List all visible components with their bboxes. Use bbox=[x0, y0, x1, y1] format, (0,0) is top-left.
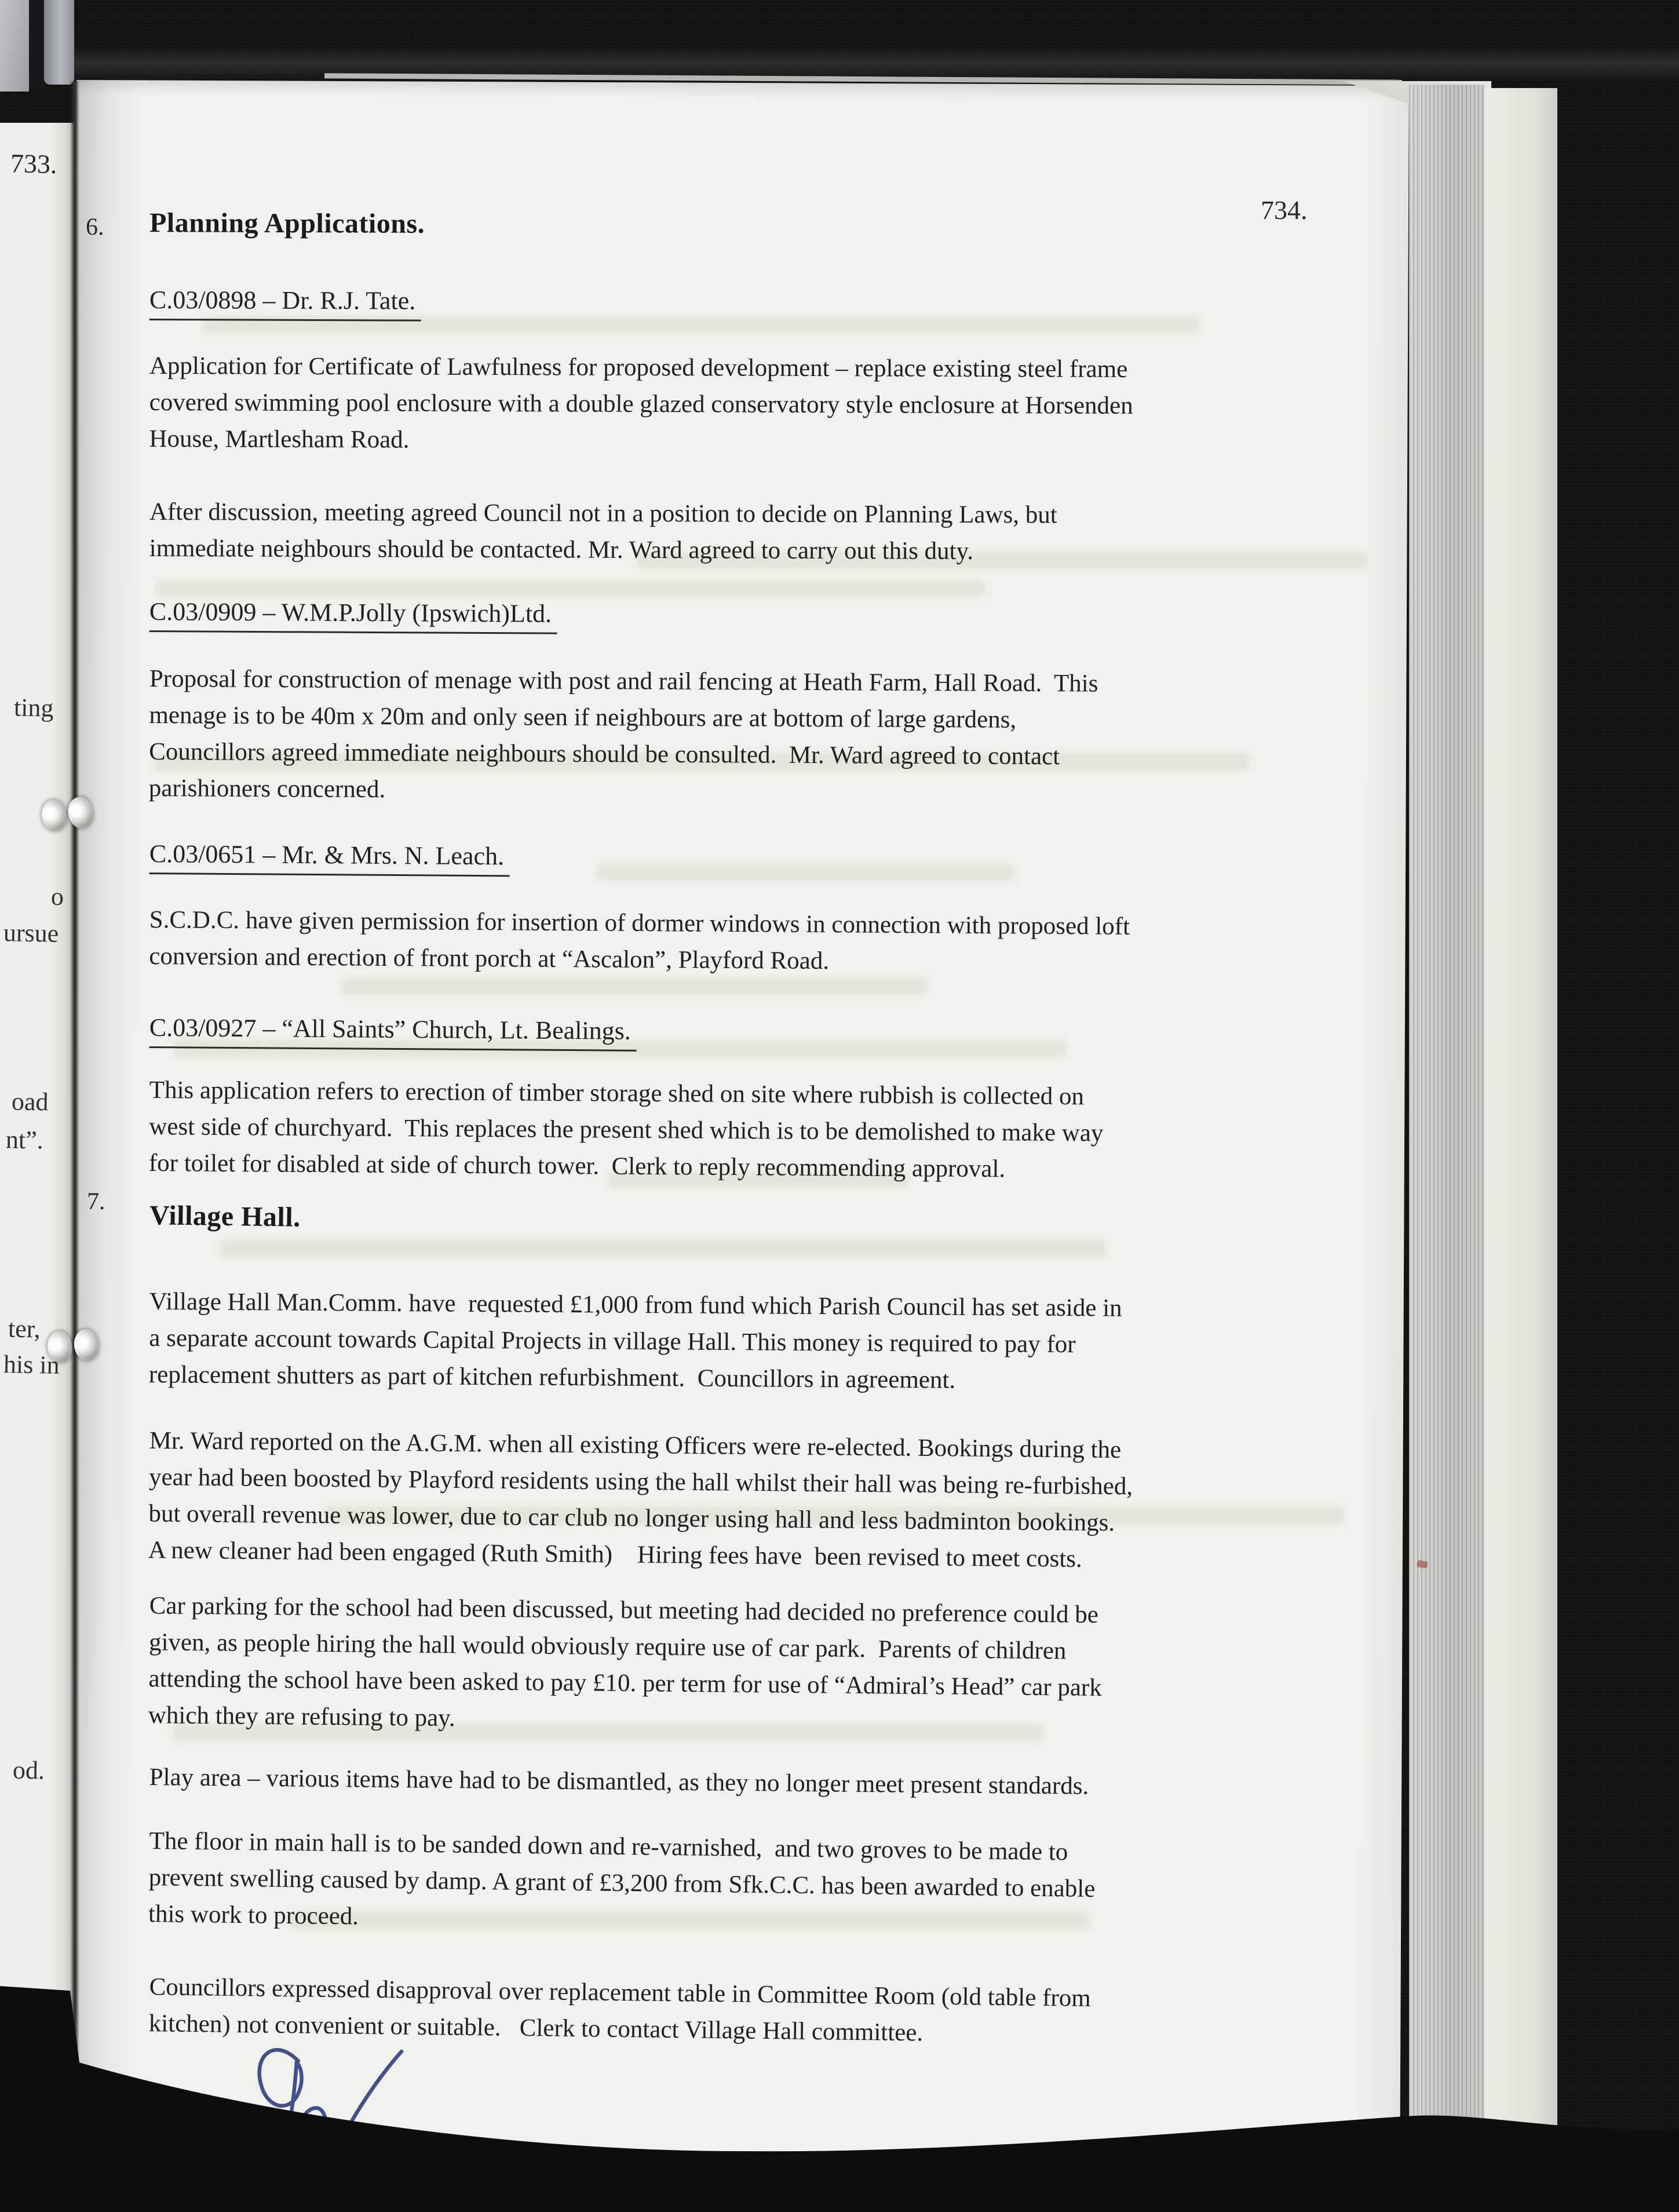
planning-ref-heading: C.03/0927 – “All Saints” Church, Lt. Bealings. bbox=[149, 1013, 637, 1052]
minutes-line: prevent swelling caused by damp. A grant of £3,200 from Sfk.C.C. has been awarded to enable bbox=[148, 1863, 1096, 1903]
page-number-734: 734. bbox=[1261, 195, 1308, 225]
planning-ref-heading: C.03/0909 – W.M.P.Jolly (Ipswich)Ltd. bbox=[149, 597, 558, 634]
left-page-text-fragment: ursue bbox=[3, 918, 59, 948]
left-page-text-fragment: oad bbox=[11, 1087, 49, 1116]
minutes-line: menage is to be 40m x 20m and only seen if neighbours are at bottom of large gardens, bbox=[149, 701, 1017, 733]
section-number-6: 6. bbox=[85, 213, 104, 241]
minutes-line: year had been boosted by Playford residents using the hall whilst their hall was being re-furbished, bbox=[148, 1463, 1133, 1501]
left-page-text-fragment: ter, bbox=[8, 1314, 41, 1344]
minutes-line: but overall revenue was lower, due to car club no longer using hall and less badminton bookings. bbox=[148, 1499, 1115, 1537]
section-title-planning-applications: Planning Applications. bbox=[149, 207, 425, 239]
minutes-line: which they are refusing to pay. bbox=[148, 1701, 455, 1732]
minutes-line: Play area – various items have had to be dismantled, as they no longer meet present standards. bbox=[149, 1763, 1089, 1800]
minutes-line: this work to proceed. bbox=[148, 1900, 359, 1930]
section-title-village-hall: Village Hall. bbox=[149, 1200, 301, 1233]
minutes-line: a separate account towards Capital Projects in village Hall. This money is required to pay for bbox=[149, 1324, 1076, 1359]
left-page-text-fragment: nt”. bbox=[5, 1125, 44, 1155]
minutes-line: After discussion, meeting agreed Council not in a position to decide on Planning Laws, but bbox=[149, 498, 1057, 529]
minutes-line: kitchen) not convenient or suitable. Clerk to contact Village Hall committee. bbox=[148, 2009, 924, 2047]
left-page-text-fragment: o bbox=[50, 882, 64, 911]
minutes-line: Car parking for the school had been discussed, but meeting had decided no preference could be bbox=[149, 1592, 1099, 1629]
minutes-line: Application for Certificate of Lawfulness for proposed development – replace existing steel frame bbox=[149, 352, 1128, 383]
minutes-line: Village Hall Man.Comm. have requested £1,000 from fund which Parish Council has set aside in bbox=[149, 1287, 1122, 1322]
minutes-line: west side of churchyard. This replaces the present shed which is to be demolished to make way bbox=[149, 1112, 1104, 1147]
minutes-line: This application refers to erection of timber storage shed on site where rubbish is collected on bbox=[149, 1076, 1085, 1111]
minutes-line: immediate neighbours should be contacted. Mr. Ward agreed to carry out this duty. bbox=[149, 534, 974, 565]
planning-ref-heading: C.03/0898 – Dr. R.J. Tate. bbox=[149, 285, 422, 322]
left-page-text-fragment: od. bbox=[12, 1755, 45, 1785]
page-number-733: 733. bbox=[10, 148, 58, 180]
minutes-line: conversion and erection of front porch at “Ascalon”, Playford Road. bbox=[149, 942, 830, 975]
minutes-line: parishioners concerned. bbox=[148, 774, 386, 804]
minutes-line: The floor in main hall is to be sanded down and re-varnished, and two groves to be made to bbox=[149, 1827, 1068, 1866]
minutes-line: replacement shutters as part of kitchen refurbishment. Councillors in agreement. bbox=[148, 1360, 956, 1394]
minutes-line: Mr. Ward reported on the A.G.M. when all existing Officers were re-elected. Bookings during the bbox=[149, 1426, 1122, 1464]
minutes-line: A new cleaner had been engaged (Ruth Smith) Hiring fees have been revised to meet costs. bbox=[148, 1536, 1083, 1573]
minutes-line: attending the school have been asked to pay £10. per term for use of “Admiral’s Head” car park bbox=[148, 1665, 1102, 1702]
left-page-text-fragment: his in bbox=[3, 1350, 60, 1379]
minutes-line: given, as people hiring the hall would obviously require use of car park. Parents of children bbox=[148, 1628, 1067, 1665]
section-number-7: 7. bbox=[86, 1188, 105, 1215]
minutes-line: for toilet for disabled at side of church tower. Clerk to reply recommending approval. bbox=[148, 1149, 1006, 1183]
minutes-line: House, Martlesham Road. bbox=[149, 425, 410, 454]
minutes-line: S.C.D.C. have given permission for insertion of dormer windows in connection with proposed loft bbox=[149, 906, 1130, 940]
planning-ref-heading: C.03/0651 – Mr. & Mrs. N. Leach. bbox=[149, 839, 510, 877]
minutes-line: Councillors agreed immediate neighbours should be consulted. Mr. Ward agreed to contact bbox=[149, 738, 1060, 771]
minutes-line: Councillors expressed disapproval over replacement table in Committee Room (old table from bbox=[149, 1973, 1091, 2012]
left-page-text-fragment: ting bbox=[13, 693, 54, 722]
minutes-line: Proposal for construction of menage with post and rail fencing at Heath Farm, Hall Road. This bbox=[149, 665, 1098, 698]
minutes-line: covered swimming pool enclosure with a double glazed conservatory style enclosure at Horsenden bbox=[149, 388, 1133, 419]
